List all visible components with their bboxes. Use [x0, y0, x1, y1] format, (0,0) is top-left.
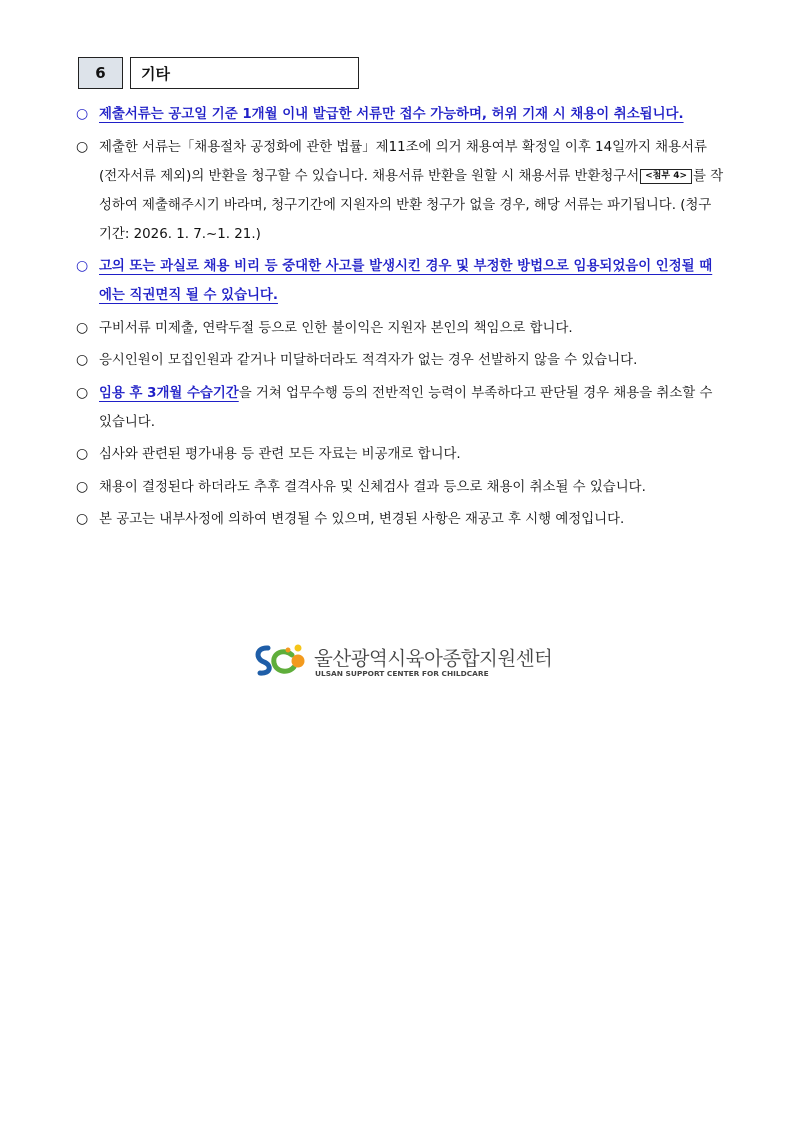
notice-item-document-validity — [76, 100, 724, 129]
notice-text-continued: 를 작성하여 제출해주시기 바라며, 청구기간에 지원자의 반환 청구가 없을 경우, 해당 서류는 파기됩니다. (청구기간: 2026. 1. 7.~1. 21.) — [99, 168, 724, 242]
bullet-circle-icon: ○ — [76, 511, 89, 527]
attachment-tag: <첨부 4> — [640, 169, 692, 184]
bullet-circle-icon: ○ — [76, 446, 89, 462]
organization-name: 울산광역시육아종합지원센터 — [314, 647, 553, 670]
notice-text: 을 거쳐 업무수행 등의 전반적인 능력이 부족하다고 판단될 경우 채용을 취소할 수 있습니다. — [99, 385, 713, 430]
section-title: 기타 — [130, 57, 359, 89]
notice-item-confidentiality — [76, 440, 724, 469]
notice-text: 심사와 관련된 평가내용 등 관련 모든 자료는 비공개로 합니다. — [99, 447, 461, 462]
probation-emphasis: 임용 후 3개월 수습기간 — [99, 385, 239, 401]
bullet-circle-icon: ○ — [76, 138, 89, 155]
bullet-circle-icon: ○ — [76, 319, 89, 336]
bullet-circle-icon: ○ — [76, 258, 89, 274]
notice-text: 제출서류는 공고일 기준 1개월 이내 발급한 서류만 접수 가능하며, 허위 기재 시 채용이 취소됩니다. — [99, 107, 684, 122]
notice-item-cancellation — [76, 473, 724, 502]
bullet-circle-icon: ○ — [76, 478, 89, 495]
bullet-circle-icon: ○ — [76, 106, 89, 122]
notice-item-document-return — [76, 133, 724, 249]
notice-item-change — [76, 505, 724, 534]
notice-list — [76, 100, 724, 538]
organization-name-english: ULSAN SUPPORT CENTER FOR CHILDCARE — [315, 669, 489, 678]
notice-text: 제출한 서류는「채용절차 공정화에 관한 법률」제11조에 의거 채용여부 확정일 이후 14일까지 채용서류(전자서류 제외)의 반환을 청구할 수 있습니다. 채용서류 반환을 원할 시 채용서류 반환청구서 — [99, 139, 707, 184]
section-number: 6 — [78, 57, 123, 89]
childcare-center-logo-icon — [254, 641, 308, 679]
notice-item-probation — [76, 379, 724, 437]
organization-logo — [254, 641, 553, 681]
bullet-circle-icon: ○ — [76, 384, 89, 401]
notice-text: 구비서류 미제출, 연락두절 등으로 인한 불이익은 지원자 본인의 책임으로 합니다. — [99, 320, 573, 336]
notice-text: 고의 또는 과실로 채용 비리 등 중대한 사고를 발생시킨 경우 및 부정한 방법으로 임용되었음이 인정될 때에는 직권면직 될 수 있습니다. — [99, 259, 713, 303]
notice-item-dismissal — [76, 252, 724, 310]
notice-item-selection — [76, 346, 724, 375]
notice-text: 본 공고는 내부사정에 의하여 변경될 수 있으며, 변경된 사항은 재공고 후 시행 예정입니다. — [99, 512, 625, 527]
bullet-circle-icon: ○ — [76, 352, 89, 368]
notice-item-responsibility — [76, 314, 724, 343]
notice-text: 채용이 결정된다 하더라도 추후 결격사유 및 신체검사 결과 등으로 채용이 취소될 수 있습니다. — [99, 479, 646, 495]
notice-text: 응시인원이 모집인원과 같거나 미달하더라도 적격자가 없는 경우 선발하지 않을 수 있습니다. — [99, 353, 638, 368]
